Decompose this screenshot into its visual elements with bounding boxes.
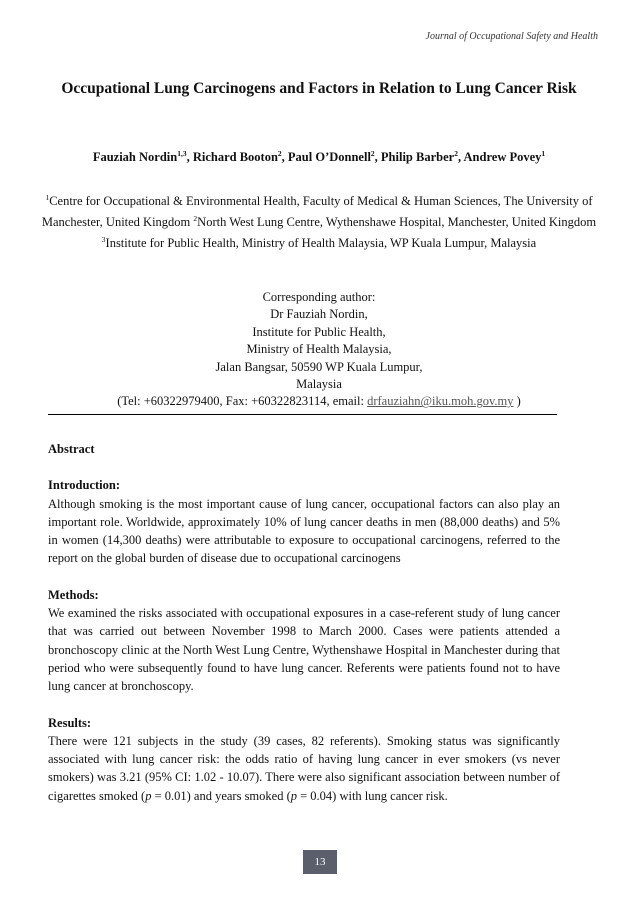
corresponding-institute: Institute for Public Health,	[252, 324, 386, 339]
results-text: There were 121 subjects in the study (39 cases, 82 referents). Smoking status was significantly associated with lung cancer risk: the odds ratio of having lung cancer in ever smokers (vs never smokers) was 3.21 (95% CI: 1.02 - 10.07). There were also significant association between number of cigarettes smoked (p = 0.01) and years smoked (p = 0.04) with lung cancer risk.	[48, 733, 560, 803]
introduction-heading: Introduction:	[48, 478, 121, 493]
author: Philip Barber$^2$,	[380, 149, 464, 165]
author: Paul O’Donnell$^2$,	[287, 149, 381, 165]
abstract-section	[48, 440, 560, 823]
divider	[48, 414, 557, 415]
corresponding-contact: (Tel: +60322979400, Fax: +60322823114, email: drfauziahn@iku.moh.gov.my )	[117, 394, 521, 409]
corresponding-heading: Corresponding author:	[262, 290, 376, 304]
journal-header: Journal of Occupational Safety and Health	[425, 31, 598, 42]
results-heading: Results:	[48, 715, 92, 730]
page-number: 13	[303, 850, 337, 874]
corresponding-author-block	[40, 289, 598, 411]
affiliation: $^2$North West Lung Centre, Wythenshawe Hospital, Manchester, United Kingdom	[193, 214, 597, 230]
paper-title: Occupational Lung Carcinogens and Factors in Relation to Lung Cancer Risk	[61, 80, 577, 97]
affiliation: $^3$Institute for Public Health, Ministry of Health Malaysia, WP Kuala Lumpur, Malaysia	[101, 235, 537, 251]
corresponding-name: Dr Fauziah Nordin,	[270, 307, 368, 322]
corresponding-address: Jalan Bangsar, 50590 WP Kuala Lumpur,	[215, 359, 423, 374]
author: Fauziah Nordin$^{1,3}$,	[92, 149, 193, 165]
author: Andrew Povey$^1$	[463, 149, 546, 165]
introduction-text: Although smoking is the most important cause of lung cancer, occupational factors can also play an important role. Worldwide, approximately 10% of lung cancer deaths in men (88,000 deaths) and 5% in women (14,300 deaths) were attributable to exposure to occupational carcinogens, referred to the report on the global burden of disease due to occupational carcinogens	[48, 496, 560, 566]
methods-text: We examined the risks associated with occupational exposures in a case-referent study of lung cancer that was carried out between November 1998 to March 2000. Cases were patients attended a bronchoscopy clinic at the North West Lung Centre, Wythenshawe Hospital in Manchester during that period who were subsequently found to have lung cancer. Referents were patients found not to have lung cancer at bronchoscopy.	[48, 606, 560, 694]
affiliation: $^1$Centre for Occupational & Environmental Health, Faculty of Medical & Human Sciences, The University of Manchester, United Kingdom	[41, 193, 593, 230]
author-list	[30, 146, 608, 165]
author: Richard Booton$^2$,	[192, 149, 288, 165]
affiliations	[34, 189, 604, 252]
corresponding-ministry: Ministry of Health Malaysia,	[246, 342, 392, 357]
abstract-heading: Abstract	[48, 442, 95, 456]
corresponding-country: Malaysia	[296, 377, 342, 392]
methods-heading: Methods:	[48, 587, 99, 602]
email-link[interactable]: drfauziahn@iku.moh.gov.my	[367, 394, 514, 409]
